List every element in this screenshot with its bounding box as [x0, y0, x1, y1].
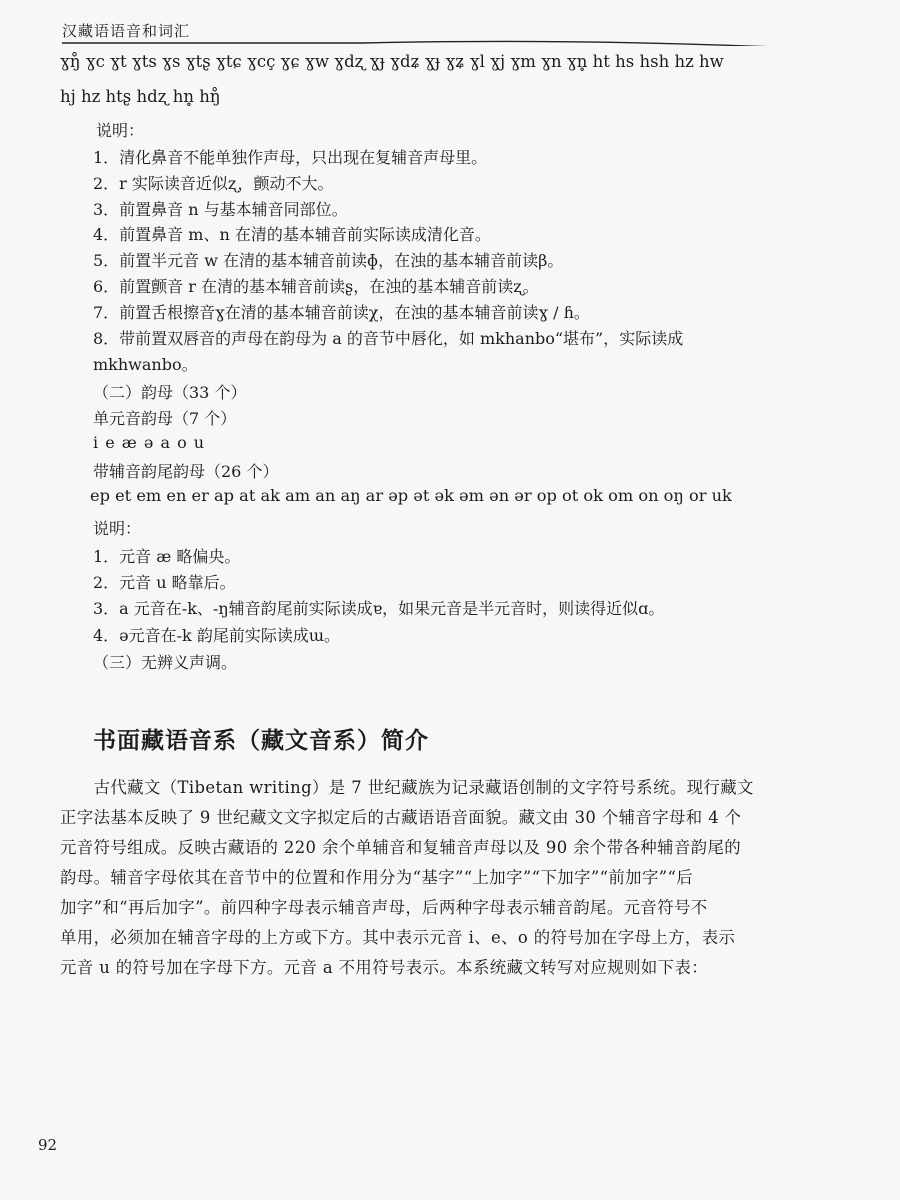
simple-finals-heading: 单元音韵母（7 个） — [93, 409, 237, 428]
note-item: mkhwanbo。 — [93, 355, 198, 374]
running-header — [62, 16, 822, 46]
paragraph-line: 正字法基本反映了 9 世纪藏文文字拟定后的古藏语语音面貌。藏文由 30 个辅音字母和 4 个 — [60, 808, 742, 827]
paragraph-line: 元音 u 的符号加在字母下方。元音 a 不用符号表示。本系统藏文转写对应规则如下表： — [60, 958, 709, 977]
simple-finals-list: i e æ ə a o u — [93, 433, 206, 452]
note-item: 1．清化鼻音不能单独作声母，只出现在复辅音声母里。 — [93, 148, 488, 167]
note-item: 4．前置鼻音 m、n 在清的基本辅音前实际读成清化音。 — [93, 225, 491, 244]
paragraph-line: 加字”和“再后加字”。前四种字母表示辅音声母，后两种字母表示辅音韵尾。元音符号不 — [60, 898, 708, 917]
coda-finals-list: ep et em en er ap at ak am an aŋ ar əp ət ək əm ən ər op ot ok om on oŋ or uk — [90, 486, 732, 505]
initials-line-2: hj hz htʂ hdʐ hn̥ hŋ̊ — [60, 87, 221, 106]
note-item: 2．r 实际读音近似ʐ，颤动不大。 — [93, 174, 334, 193]
note-item: 3．a 元音在-k、-ŋ辅音韵尾前实际读成ɐ，如果元音是半元音时，则读得近似ɑ。 — [93, 599, 665, 618]
note-item: 2．元音 u 略靠后。 — [93, 573, 236, 592]
note-item: 7．前置舌根擦音ɣ在清的基本辅音前读χ，在浊的基本辅音前读ɣ / ɦ。 — [93, 303, 590, 322]
paragraph-line: 韵母。辅音字母依其在音节中的位置和作用分为“基字”“上加字”“下加字”“前加字”“后 — [60, 868, 694, 887]
tones-note: （三）无辨义声调。 — [93, 653, 238, 672]
initials-line-1: ɣŋ̊ ɣc ɣt ɣts ɣs ɣtʂ ɣtɕ ɣcç ɣɕ ɣw ɣdʐ ɣɟ ɣdʑ ɣɟ ɣʑ ɣl ɣj ɣm ɣn ɣn̥ ht hs hsh hz hw — [60, 52, 724, 71]
note-item: 6．前置颤音 r 在清的基本辅音前读ʂ，在浊的基本辅音前读ʐ。 — [93, 277, 539, 296]
note-item: 4．ə元音在-k 韵尾前实际读成ɯ。 — [93, 626, 341, 645]
page-number: 92 — [38, 1136, 58, 1154]
note-item: 8．带前置双唇音的声母在韵母为 a 的音节中唇化，如 mkhanbo“堪布”，实际读成 — [93, 329, 684, 348]
paragraph-line: 元音符号组成。反映古藏语的 220 余个单辅音和复辅音声母以及 90 余个带各种辅音韵尾的 — [60, 838, 742, 857]
notes-heading: 说明： — [93, 519, 142, 538]
paragraph-line: 古代藏文（Tibetan writing）是 7 世纪藏族为记录藏语创制的文字符号系统。现行藏文 — [60, 778, 754, 797]
paragraph-line: 单用，必须加在辅音字母的上方或下方。其中表示元音 i、e、o 的符号加在字母上方，表示 — [60, 928, 736, 947]
running-title: 汉藏语语音和词汇 — [62, 22, 191, 40]
section-title: 书面藏语音系（藏文音系）简介 — [93, 728, 429, 754]
notes-heading: 说明： — [96, 121, 145, 140]
note-item: 3．前置鼻音 n 与基本辅音同部位。 — [93, 200, 348, 219]
note-item: 5．前置半元音 w 在清的基本辅音前读ɸ，在浊的基本辅音前读β。 — [93, 251, 564, 270]
note-item: 1．元音 æ 略偏央。 — [93, 547, 241, 566]
finals-heading: （二）韵母（33 个） — [93, 383, 247, 402]
coda-finals-heading: 带辅音韵尾韵母（26 个） — [93, 462, 279, 481]
